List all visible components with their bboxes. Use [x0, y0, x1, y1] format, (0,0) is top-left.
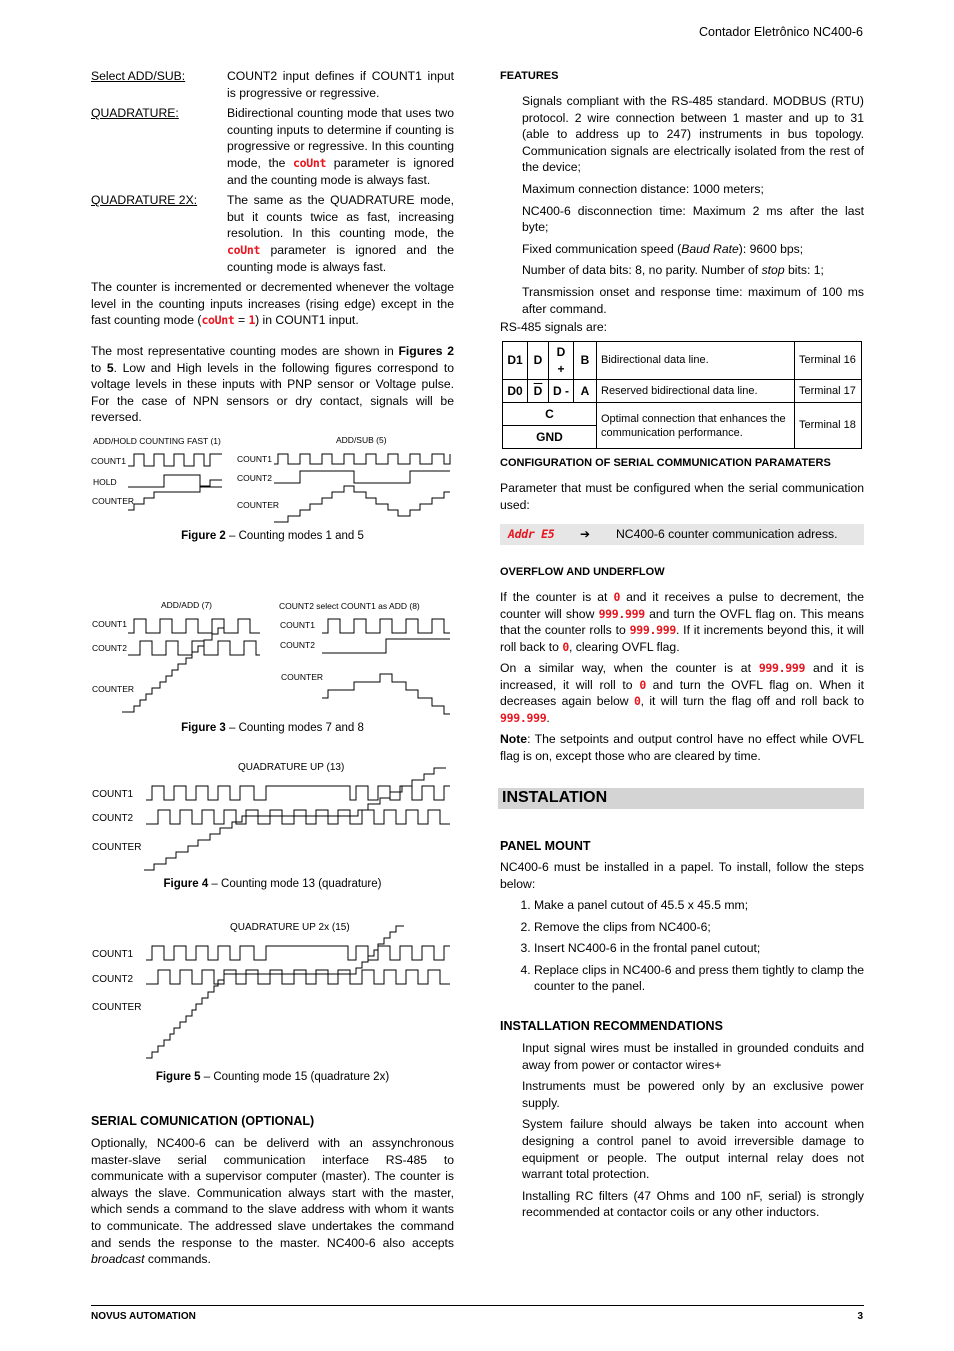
- list-item: Instruments must be powered only by an exclusive power supply.: [522, 1079, 864, 1110]
- term-label: QUADRATURE 2X: [91, 193, 194, 208]
- footer-divider: [91, 1305, 864, 1306]
- fig2-title-left: ADD/HOLD COUNTING FAST (1): [93, 436, 221, 446]
- term-quadrature-2x: QUADRATURE 2X: The same as the QUADRATURE mode, but it counts twice as fast, increasing resolution. In this counting mode, the coUnt parameter is ignored and the counting mode is always fast.: [91, 193, 455, 274]
- fig2-counter-label: COUNTER: [92, 496, 135, 506]
- recommendations-title: INSTALLATION RECOMMENDATIONS: [500, 1019, 723, 1033]
- fig3-counterr-wave: [322, 674, 450, 714]
- rs485-intro: RS-485 signals are:: [500, 320, 608, 334]
- list-item: Input signal wires must be installed in grounded conduits and away from power or contactor wires+: [522, 1041, 864, 1072]
- term-desc: COUNT2 input defines if COUNT1 input is progressive or regressive.: [227, 69, 454, 100]
- fig2-counterr-wave: [274, 486, 450, 522]
- figure-2-diagram: [88, 430, 458, 526]
- instalation-section-title: INSTALATION: [498, 788, 864, 809]
- fig2-count2r-wave: [274, 471, 450, 483]
- left-column: [91, 68, 454, 426]
- count-param-code: coUnt: [227, 242, 261, 257]
- feature-item: Fixed communication speed (Baud Rate): 9600 bps;: [522, 241, 804, 256]
- config-text: Parameter that must be configured when the serial communication used:: [500, 481, 864, 512]
- fig3-count1r-label: COUNT1: [280, 620, 315, 630]
- fig4-count2-wave: [146, 810, 450, 824]
- fig2-count1-label: COUNT1: [91, 456, 126, 466]
- features-title: FEATURES: [500, 70, 559, 82]
- list-item: 1. Make a panel cutout of 45.5 x 45.5 mm;: [534, 897, 864, 914]
- overflow-title: OVERFLOW AND UNDERFLOW: [500, 566, 665, 578]
- fig2-counterr-label: COUNTER: [237, 500, 280, 510]
- figure-2-caption: Figure 2 – Counting modes 1 and 5: [181, 530, 364, 542]
- features-list: [500, 93, 864, 322]
- fig5-count1-wave: [146, 946, 450, 960]
- header-title: Contador Eletrônico NC400-6: [699, 25, 863, 39]
- footer-company: NOVUS AUTOMATION: [91, 1311, 196, 1322]
- figure-5-caption: Figure 5 – Counting mode 15 (quadrature 2x): [155, 1071, 390, 1083]
- term-add-sub: Select ADD/SUB: COUNT2 input defines if COUNT1 input is progressive or regressive.: [91, 69, 454, 100]
- feature-item: NC400-6 disconnection time: Maximum 2 ms after the last byte;: [522, 203, 864, 235]
- counting-paragraph: The counter is incremented or decremented whenever the voltage level in the counting inputs increases (rising edge) except in the fast counting mode (coUnt = 1) in COUNT1 input.: [91, 280, 454, 328]
- fig3-title-right: COUNT2 select COUNT1 as ADD (8): [279, 601, 420, 611]
- fig2-hold-wave: [128, 475, 222, 487]
- note-paragraph: Note: The setpoints and output control have no effect while OVFL flag is on, except those who are cleared by time.: [500, 732, 864, 763]
- figure-4-diagram: [88, 758, 458, 874]
- rs485-table: [502, 341, 862, 449]
- term-desc: The same as the QUADRATURE mode, but it counts twice as fast, increasing resolution. In this counting mode, the coUnt parameter is ignored and the counting mode is always fast.: [227, 193, 455, 274]
- fig4-count1-wave: [146, 786, 450, 800]
- address-param-code: Addr E5: [508, 527, 555, 542]
- fig3-count1-label: COUNT1: [92, 619, 127, 629]
- panel-mount-title: PANEL MOUNT: [500, 839, 591, 853]
- serial-title: SERIAL COMUNICATION (OPTIONAL): [91, 1114, 315, 1128]
- fig3-count2r-label: COUNT2: [280, 640, 315, 650]
- fig5-count1-label: COUNT1: [92, 949, 134, 960]
- list-item: 4. Replace clips in NC400-6 and press them tightly to clamp the counter to the panel.: [534, 962, 864, 995]
- fig5-title: QUADRATURE UP 2x (15): [230, 922, 350, 933]
- config-title: CONFIGURATION OF SERIAL COMMUNICATION PARAMATERS: [500, 457, 831, 469]
- fig2-count1r-wave: [274, 454, 450, 464]
- fig3-count2r-wave: [322, 639, 450, 653]
- recommendations-list: [500, 1040, 864, 1226]
- page-number: 3: [857, 1311, 863, 1322]
- table-row: D0 $\overline{D}$ D - A Reserved bidirectional data line. Terminal 17: [503, 380, 862, 403]
- table-row: GND: [503, 426, 862, 449]
- fig2-count1-wave: [128, 454, 222, 466]
- fig2-title-right: ADD/SUB (5): [336, 435, 387, 445]
- fig2-hold-label: HOLD: [93, 477, 117, 487]
- config-param-row: [500, 524, 864, 545]
- fig2-count1r-label: COUNT1: [237, 454, 272, 464]
- fig5-counter-label: COUNTER: [92, 1002, 142, 1013]
- fig4-counter-wave: [144, 768, 446, 870]
- fig3-count2-label: COUNT2: [92, 643, 127, 653]
- feature-item: Transmission onset and response time: maximum of 100 ms after command.: [522, 284, 864, 316]
- term-quadrature: QUADRATURE: Bidirectional counting mode that uses two counting inputs to determine if counting is progressive or regressive. In this counting mode, the coUnt parameter is ignored and the counting mode is always fast.: [91, 106, 455, 187]
- feature-item: Number of data bits: 8, no parity. Number of stop bits: 1;: [522, 263, 824, 278]
- overflow-paragraph-2: On a similar way, when the counter is at 999.999 and it is increased, it will roll to 0 and turn the OVFL flag on. When it decreases again below 0, it will turn the flag off and roll back to 999.999.: [500, 661, 864, 725]
- figure-4-caption: Figure 4 – Counting mode 13 (quadrature): [163, 878, 382, 890]
- fig5-count2-label: COUNT2: [92, 974, 134, 985]
- fig4-counter-label: COUNTER: [92, 842, 142, 853]
- overflow-paragraph-1: If the counter is at 0 and it receives a pulse to decrement, the counter will show 999.999 and turn the OVFL flag on. This means that the counter rolls to 999.999. If it increments beyond this, it will roll back to 0, clearing OVFL flag.: [500, 590, 865, 654]
- fig3-count1r-wave: [322, 619, 450, 633]
- fig3-title-left: ADD/ADD (7): [161, 600, 213, 610]
- fig3-counterr-label: COUNTER: [281, 672, 324, 682]
- fig3-counter-label: COUNTER: [92, 684, 135, 694]
- fig3-count1-wave: [128, 619, 260, 633]
- figure-3-caption: Figure 3 – Counting modes 7 and 8: [181, 722, 364, 734]
- fig4-count1-label: COUNT1: [92, 789, 134, 800]
- count-param-code: coUnt: [293, 155, 327, 170]
- arrow-icon: ➔: [580, 527, 591, 542]
- fig3-count2-wave: [128, 641, 260, 655]
- fig4-title: QUADRATURE UP (13): [238, 762, 345, 773]
- fig2-counter-wave: [128, 480, 222, 510]
- figure-3-diagram: [88, 597, 458, 717]
- list-item: System failure should always be taken into account when designing a control panel to avoid irreversible damage to equipment or people. The output internal relay does not warrant total protection.: [522, 1117, 864, 1182]
- modes-paragraph: The most representative counting modes are shown in Figures 2 to 5. Low and High levels in the following figures correspond to voltage levels in these inputs with PNP sensor or Voltage pulse. For the case of NPN sensors or dry contact, signals will be reversed.: [91, 343, 454, 425]
- feature-item: Maximum connection distance: 1000 meters;: [522, 181, 764, 196]
- fig4-count2-label: COUNT2: [92, 813, 134, 824]
- fig2-count2r-label: COUNT2: [237, 473, 272, 483]
- table-row: D1 D D + B Bidirectional data line. Terminal 16: [503, 342, 862, 380]
- fig5-count2-wave: [146, 970, 450, 984]
- term-desc: Bidirectional counting mode that uses two counting inputs to determine if counting is progressive or regressive. In this counting mode, the coUnt parameter is ignored and the counting mode is always fast.: [227, 106, 455, 187]
- figure-5-diagram: [88, 918, 458, 1066]
- list-item: 2. Remove the clips from NC400-6;: [534, 919, 864, 936]
- panel-mount-text: NC400-6 must be installed in a papel. To install, follow the steps below:: [500, 860, 864, 891]
- term-label: QUADRATURE: [91, 106, 176, 121]
- feature-item: Signals compliant with the RS-485 standard. MODBUS (RTU) protocol. 2 wire connection between 1 master and up to 31 (able to address up to 247) instruments in bus topology. Communication signals are electrically isolated from the rest of the device;: [522, 94, 864, 175]
- panel-mount-steps: [500, 897, 864, 1000]
- list-item: Installing RC filters (47 Ohms and 100 nF, serial) is strongly recommended at contactor coils or any other inductors.: [522, 1188, 864, 1220]
- table-row: C Optimal connection that enhances the communication performance. Terminal 18: [503, 403, 862, 426]
- term-label: Select ADD/SUB: [91, 69, 182, 83]
- serial-paragraph: Optionally, NC400-6 can be deliverd with an assynchronous master-slave serial communication interface RS-485 to communicate with a supervisor computer (master). The counter is always the slave. Communication always start with the master, which sends a command to the slave address with whom it wants to communicate. The addressed slave undertakes the command and sends the response to the master. NC400-6 also accepts broadcast commands.: [91, 1136, 454, 1267]
- list-item: 3. Insert NC400-6 in the frontal panel cutout;: [534, 940, 864, 957]
- config-param-desc: NC400-6 counter communication adress.: [616, 527, 838, 542]
